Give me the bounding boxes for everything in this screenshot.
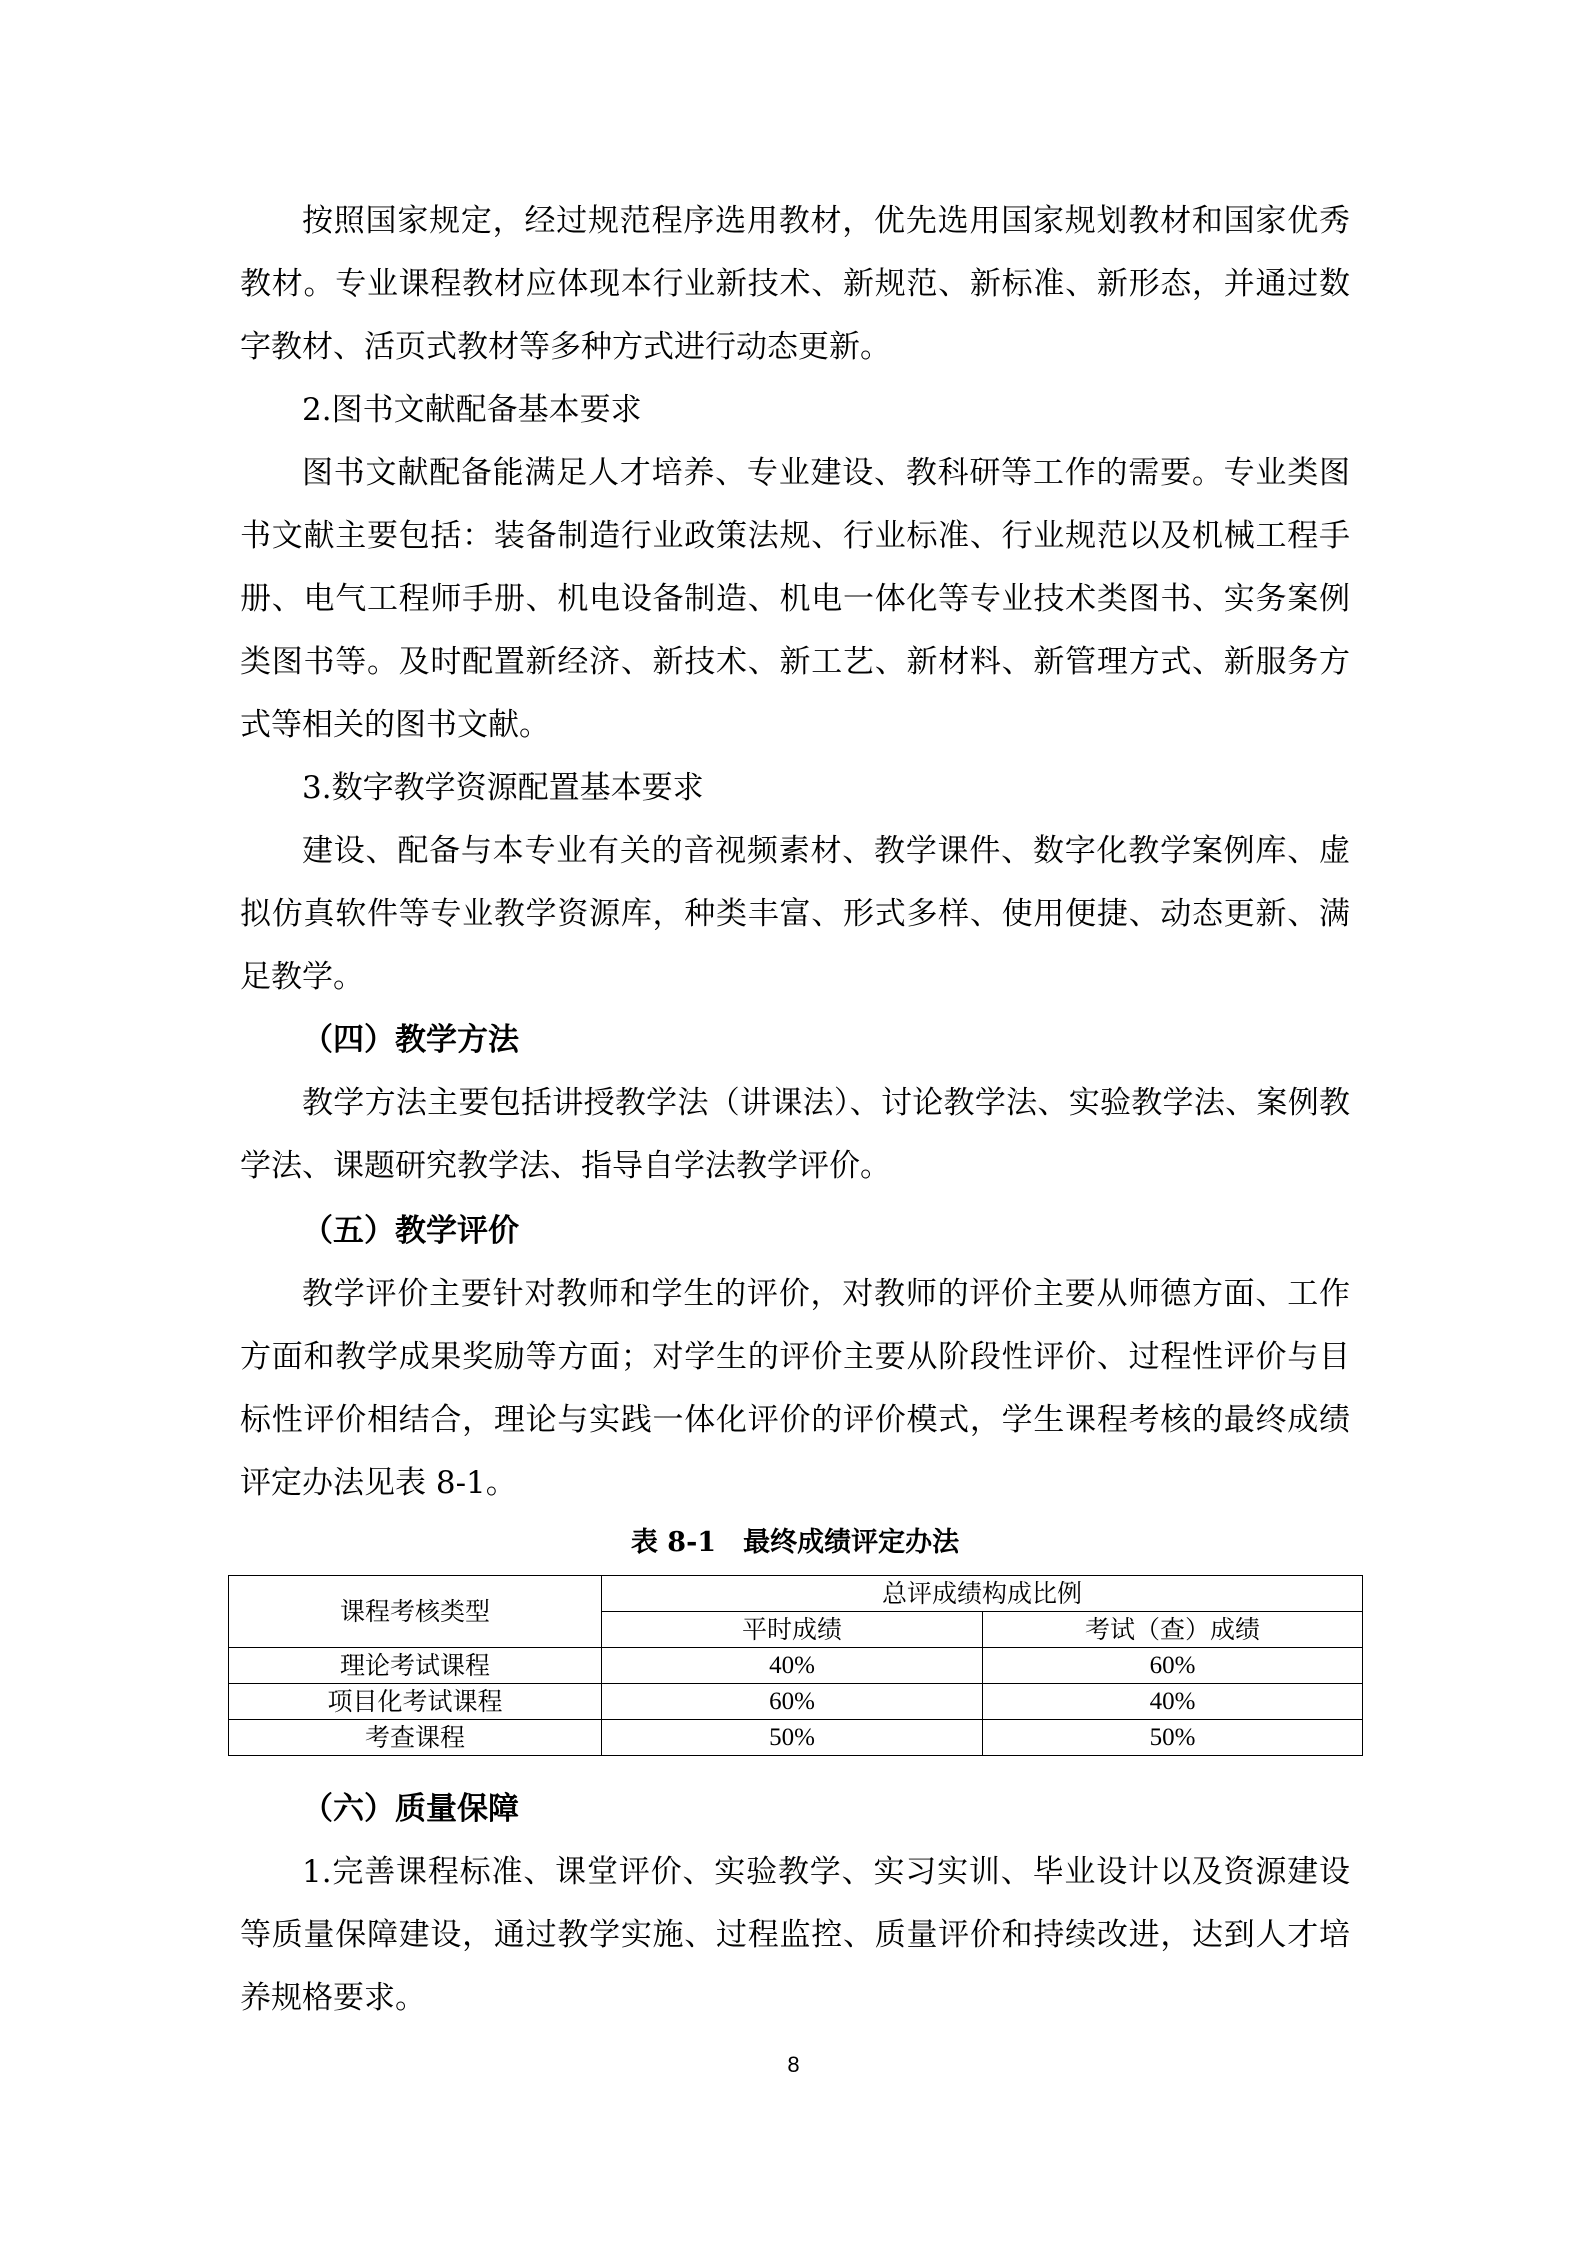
cell-regular: 40% bbox=[602, 1648, 983, 1684]
table-row bbox=[229, 1648, 1363, 1684]
grade-table bbox=[228, 1575, 1363, 1756]
header-regular-score: 平时成绩 bbox=[602, 1612, 983, 1648]
paragraph-teaching-methods: 教学方法主要包括讲授教学法（讲课法）、讨论教学法、实验教学法、案例教学法、课题研究教学法、指导自学法教学评价。 bbox=[240, 1085, 1350, 1184]
heading-digital-resources: 3.数字教学资源配置基本要求 bbox=[302, 770, 704, 806]
paragraph-textbooks: 按照国家规定，经过规范程序选用教材，优先选用国家规划教材和国家优秀教材。专业课程教材应体现本行业新技术、新规范、新标准、新形态，并通过数字教材、活页式教材等多种方式进行动态更新。 bbox=[240, 203, 1350, 365]
table-row bbox=[229, 1720, 1363, 1756]
paragraph-books: 图书文献配备能满足人才培养、专业建设、教科研等工作的需要。专业类图书文献主要包括：装备制造行业政策法规、行业标准、行业规范以及机械工程手册、电气工程师手册、机电设备制造、机电一体化等专业技术类图书、实务案例类图书等。及时配置新经济、新技术、新工艺、新材料、新管理方式、新服务方式等相关的图书文献。 bbox=[240, 455, 1350, 743]
cell-exam: 60% bbox=[983, 1648, 1363, 1684]
section-quality-assurance: （六）质量保障 bbox=[302, 1791, 519, 1827]
section-teaching-methods: （四）教学方法 bbox=[302, 1022, 519, 1058]
table-caption: 表 8-1 最终成绩评定办法 bbox=[630, 1527, 960, 1558]
cell-exam: 40% bbox=[983, 1684, 1363, 1720]
heading-books: 2.图书文献配备基本要求 bbox=[302, 392, 642, 428]
header-exam-score: 考试（查）成绩 bbox=[983, 1612, 1363, 1648]
table-row bbox=[229, 1684, 1363, 1720]
cell-course-type: 理论考试课程 bbox=[229, 1648, 602, 1684]
paragraph-teaching-evaluation: 教学评价主要针对教师和学生的评价，对教师的评价主要从师德方面、工作方面和教学成果奖励等方面；对学生的评价主要从阶段性评价、过程性评价与目标性评价相结合，理论与实践一体化评价的评价模式，学生课程考核的最终成绩评定办法见表 8-1。 bbox=[240, 1276, 1350, 1501]
header-course-type: 课程考核类型 bbox=[229, 1576, 602, 1648]
paragraph-quality-assurance: 1.完善课程标准、课堂评价、实验教学、实习实训、毕业设计以及资源建设等质量保障建设，通过教学实施、过程监控、质量评价和持续改进，达到人才培养规格要求。 bbox=[240, 1854, 1350, 2016]
cell-exam: 50% bbox=[983, 1720, 1363, 1756]
cell-regular: 50% bbox=[602, 1720, 983, 1756]
paragraph-digital-resources: 建设、配备与本专业有关的音视频素材、教学课件、数字化教学案例库、虚拟仿真软件等专业教学资源库，种类丰富、形式多样、使用便捷、动态更新、满足教学。 bbox=[240, 833, 1350, 995]
cell-regular: 60% bbox=[602, 1684, 983, 1720]
page-content bbox=[240, 190, 1350, 2030]
page-number: 8 bbox=[787, 2052, 800, 2077]
cell-course-type: 考查课程 bbox=[229, 1720, 602, 1756]
section-teaching-evaluation: （五）教学评价 bbox=[302, 1213, 519, 1249]
cell-course-type: 项目化考试课程 bbox=[229, 1684, 602, 1720]
header-score-composition: 总评成绩构成比例 bbox=[602, 1576, 1363, 1612]
